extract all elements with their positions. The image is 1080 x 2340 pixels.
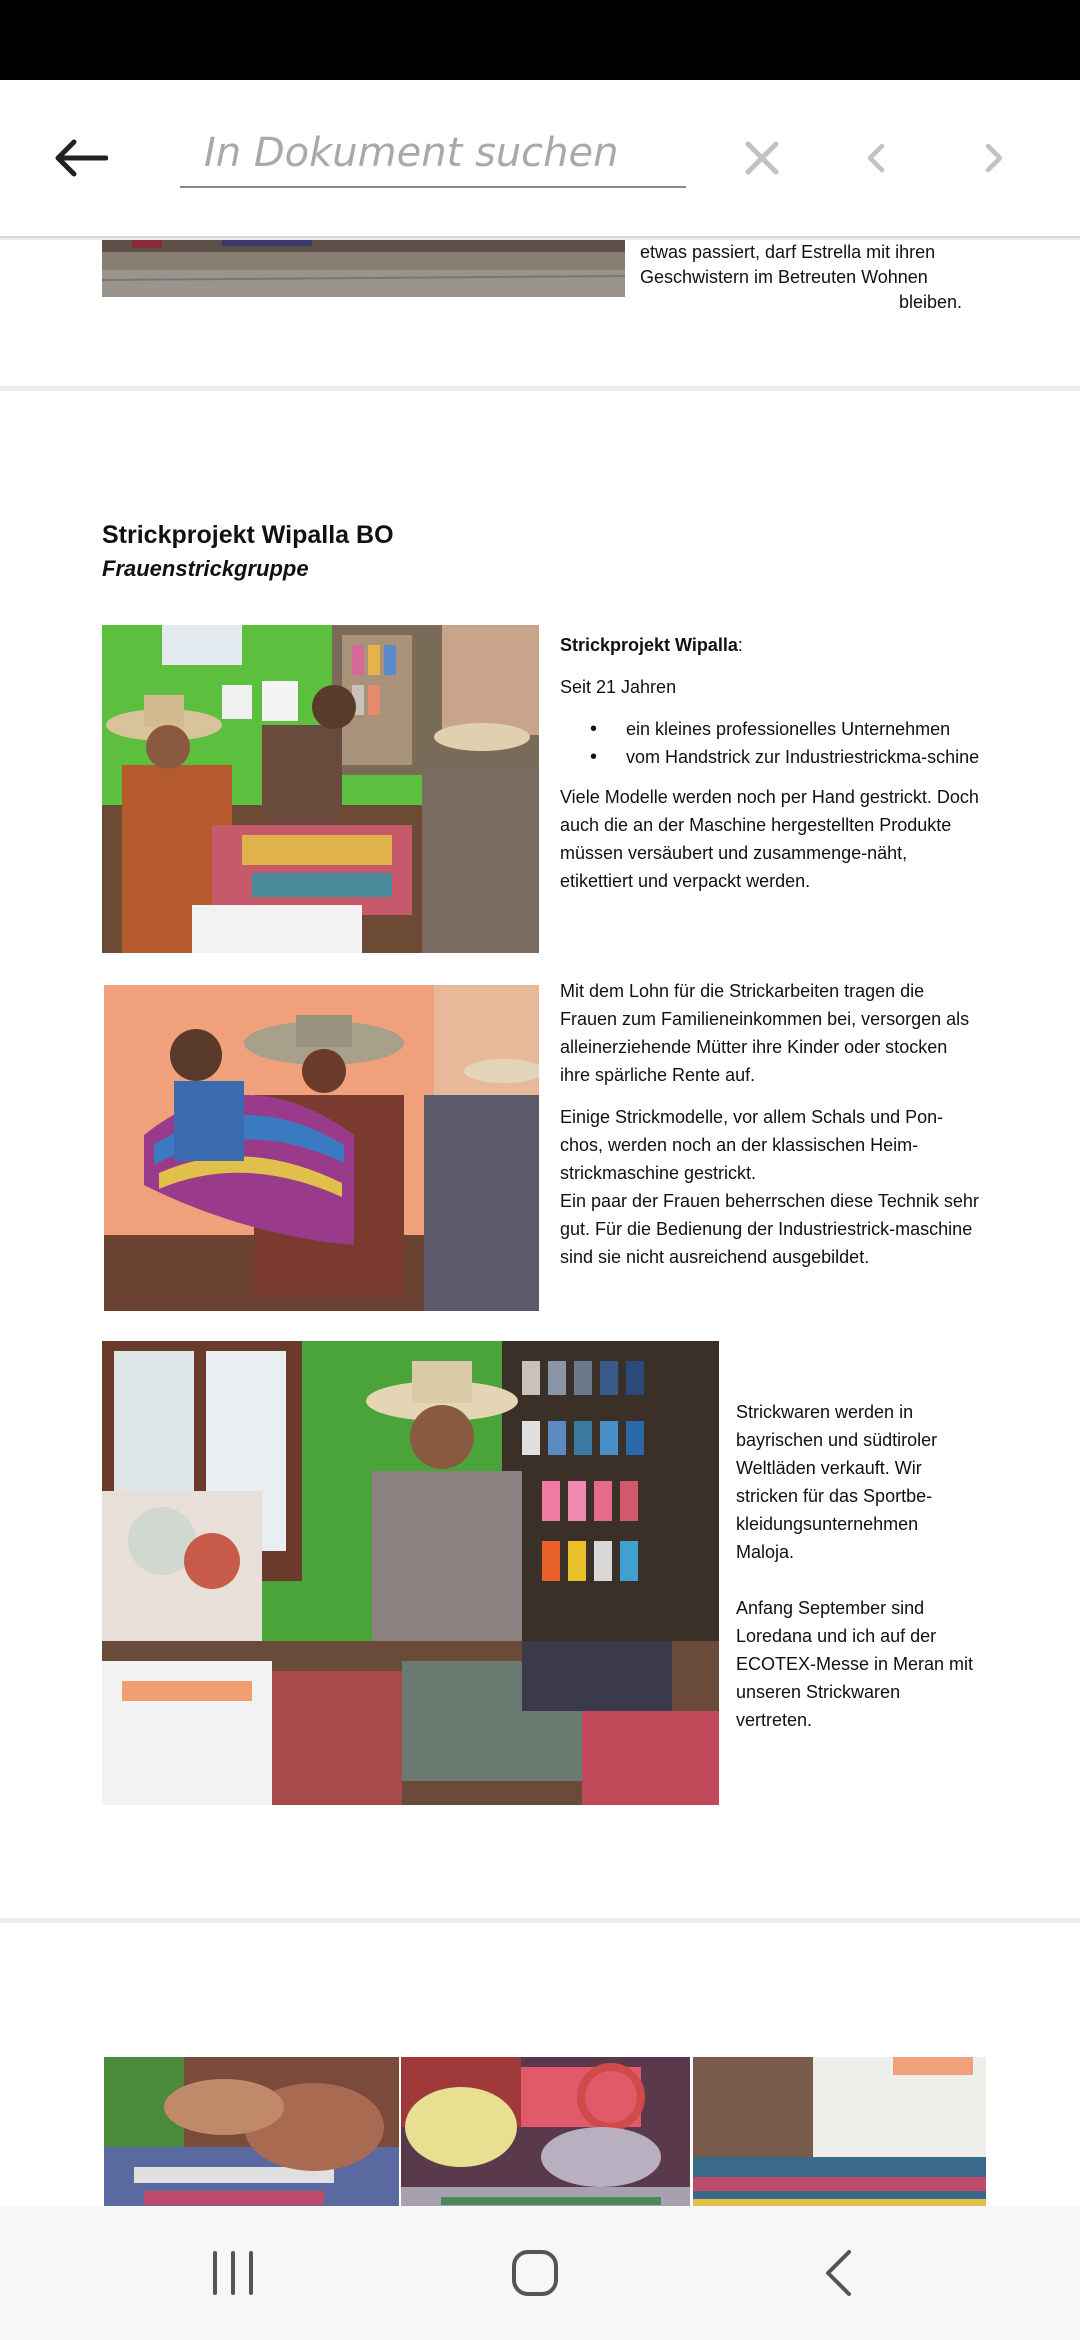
block3-paragraph: Anfang September sind Loredana und ich auf der ECOTEX-Messe in Meran mit unseren Strickwaren vertreten.	[736, 1598, 974, 1730]
home-icon	[511, 2249, 559, 2297]
text-line: Geschwistern im Betreuten Wohnen	[640, 267, 928, 287]
search-toolbar	[0, 80, 1080, 238]
text-line: bleiben.	[898, 292, 962, 312]
list-item: • vom Handstrick zur Industriestrickma-schine	[560, 743, 980, 771]
navigation-bar	[0, 2206, 1080, 2340]
photo-knitted-textiles	[693, 2057, 986, 2206]
arrow-left-icon	[52, 138, 108, 178]
block1-heading-suffix: :	[737, 635, 743, 655]
photo-woman-knitting	[102, 1341, 719, 1805]
block2-paragraph: Ein paar der Frauen beherrschen diese Technik sehr gut. Für die Bedienung der Industriestrick-maschine sind sie nicht ausreichend ausgebildet.	[560, 1191, 979, 1267]
home-button[interactable]	[485, 2231, 585, 2315]
close-icon	[744, 140, 780, 176]
photo-yarn-and-socks	[401, 2057, 690, 2206]
chevron-right-icon	[983, 143, 1005, 173]
photo-mother-with-child	[104, 985, 539, 1311]
section-subtitle: Frauenstrickgruppe	[102, 556, 309, 581]
block3-paragraph: Strickwaren werden in bayrischen und südtiroler Weltläden verkauft. Wir stricken für das Sportbe-kleidungsunternehmen Maloja.	[736, 1402, 938, 1562]
search-input[interactable]	[180, 120, 686, 188]
block2-paragraph: Einige Strickmodelle, vor allem Schals und Pon-chos, werden noch an der klassischen Heim-strickmaschine gestrickt.	[560, 1107, 944, 1183]
previous-match-button[interactable]	[836, 118, 916, 198]
photo-knitting-group	[102, 625, 539, 953]
photo-hands-knitting	[104, 2057, 399, 2206]
document-page	[0, 391, 1080, 1918]
block2-text	[560, 977, 980, 1285]
block1-heading: Strickprojekt Wipalla	[560, 635, 738, 655]
block3-text	[736, 1398, 976, 1762]
recents-icon	[210, 2251, 256, 2295]
clear-search-button[interactable]	[722, 118, 802, 198]
block1-since: Seit 21 Jahren	[560, 677, 677, 697]
document-page	[0, 240, 1080, 386]
next-match-button[interactable]	[954, 118, 1034, 198]
block1-bullet-list	[560, 715, 980, 771]
block2-paragraph: Mit dem Lohn für die Strickarbeiten tragen die Frauen zum Familieneinkommen bei, versorgen als alleinerziehende Mütter ihre Kinder oder stocken ihre spärliche Rente auf.	[560, 981, 970, 1085]
document-page	[0, 1923, 1080, 2206]
block1-paragraph: Viele Modelle werden noch per Hand gestrickt. Doch auch die an der Maschine hergestellten Produkte müssen versäubert und zusammenge-näht, etikettiert und verpackt werden.	[560, 787, 979, 891]
block1-text	[560, 631, 980, 909]
back-chevron-icon	[823, 2249, 853, 2297]
back-button[interactable]	[40, 118, 120, 198]
recents-button[interactable]	[183, 2231, 283, 2315]
photo-street	[102, 240, 625, 297]
section-title: Strickprojekt Wipalla BO	[102, 521, 394, 549]
text-line: etwas passiert, darf Estrella mit ihren	[640, 242, 936, 262]
system-back-button[interactable]	[788, 2231, 888, 2315]
chevron-left-icon	[865, 143, 887, 173]
status-bar	[0, 0, 1080, 80]
document-view[interactable]	[0, 240, 1080, 2206]
page1-text	[640, 240, 962, 315]
list-item: • ein kleines professionelles Unternehmen	[560, 715, 980, 743]
